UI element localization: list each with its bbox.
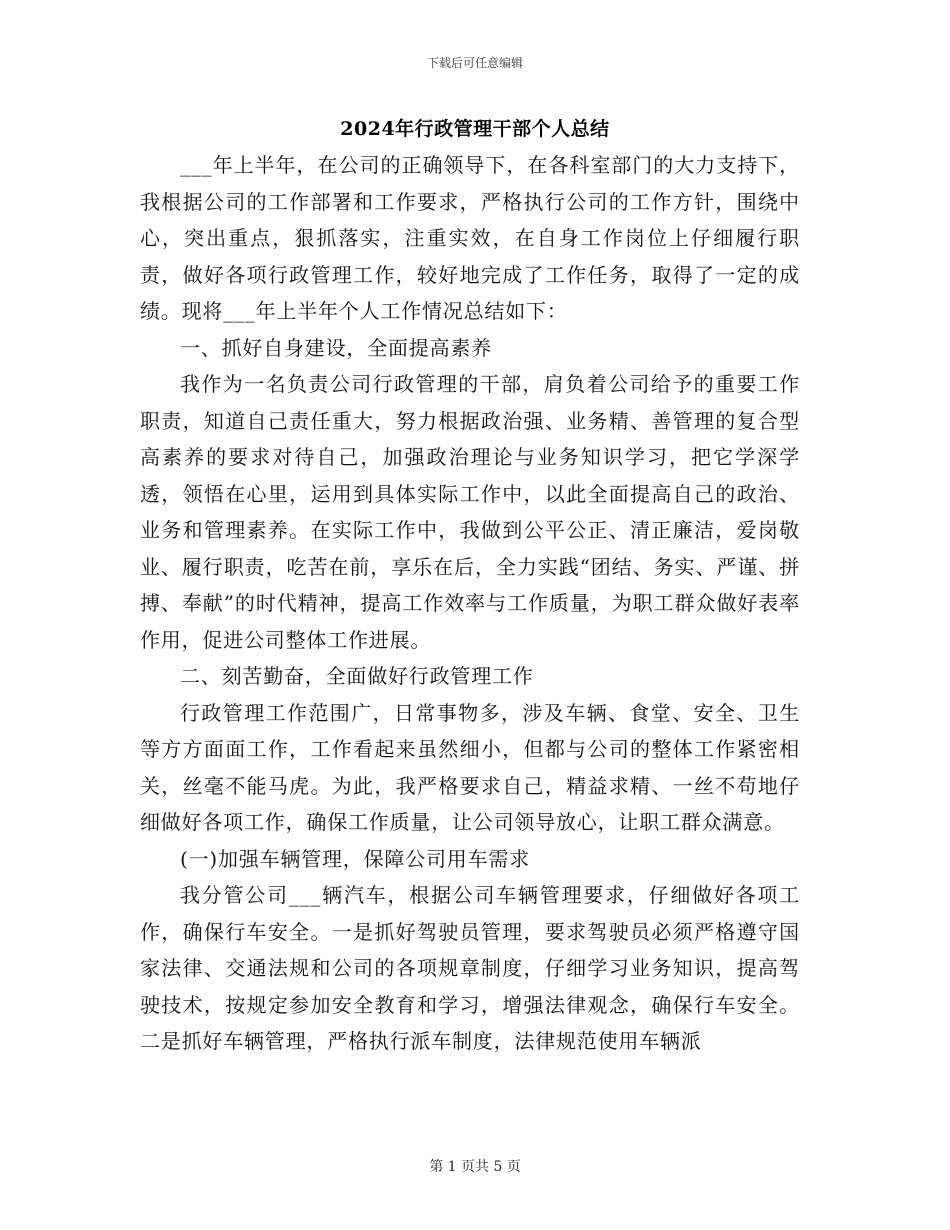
paragraph-self-building: 我作为一名负责公司行政管理的干部，肩负着公司给予的重要工作职责，知道自己责任重大，努力根据政治强、业务精、善管理的复合型高素养的要求对待自己，加强政治理论与业务知识学习，把它学深学透，领悟在心里，运用到具体实际工作中，以此全面提高自己的政治、业务和管理素养。在实际工作中，我做到公平公正、清正廉洁，爱岗敬业、履行职责，吃苦在前，享乐在后，全力实践“团结、务实、严谨、拼搏、奉献”的时代精神，提高工作效率与工作质量，为职工群众做好表率作用，促进公司整体工作进展。: [140, 372, 800, 652]
page-number: 第 1 页共 5 页: [429, 1159, 521, 1175]
document-body: [140, 147, 800, 1060]
paragraph-vehicle-management: 我分管公司___辆汽车，根据公司车辆管理要求，仔细做好各项工作，确保行车安全。一是抓好驾驶员管理，要求驾驶员必须严格遵守国家法律、交通法规和公司的各项规章制度，仔细学习业务知识，提高驾驶技术，按规定参加安全教育和学习，增强法律观念，确保行车安全。二是抓好车辆管理，严格执行派车制度，法律规范使用车辆派: [140, 883, 800, 1053]
section-heading-2: 二、刻苦勤奋，全面做好行政管理工作: [180, 664, 534, 688]
header-note: 下载后可任意编辑: [426, 56, 523, 70]
document-title: 2024年行政管理干部个人总结: [340, 118, 610, 140]
section-heading-1: 一、抓好自身建设，全面提高素养: [180, 335, 492, 360]
subsection-heading-1: (一)加强车辆管理，保障公司用车需求: [180, 846, 531, 871]
paragraph-intro: ___年上半年，在公司的正确领导下，在各科室部门的大力支持下，我根据公司的工作部署和工作要求，严格执行公司的工作方针，围绕中心，突出重点，狠抓落实，注重实效，在自身工作岗位上仔细履行职责，做好各项行政管理工作，较好地完成了工作任务，取得了一定的成绩。现将___年上半年个人工作情况总结如下：: [140, 153, 800, 323]
paragraph-admin-work: 行政管理工作范围广，日常事物多，涉及车辆、食堂、安全、卫生等方方面面工作，工作看起来虽然细小，但都与公司的整体工作紧密相关，丝毫不能马虎。为此，我严格要求自己，精益求精、一丝不苟地仔细做好各项工作，确保工作质量，让公司领导放心，让职工群众满意。: [140, 700, 800, 834]
